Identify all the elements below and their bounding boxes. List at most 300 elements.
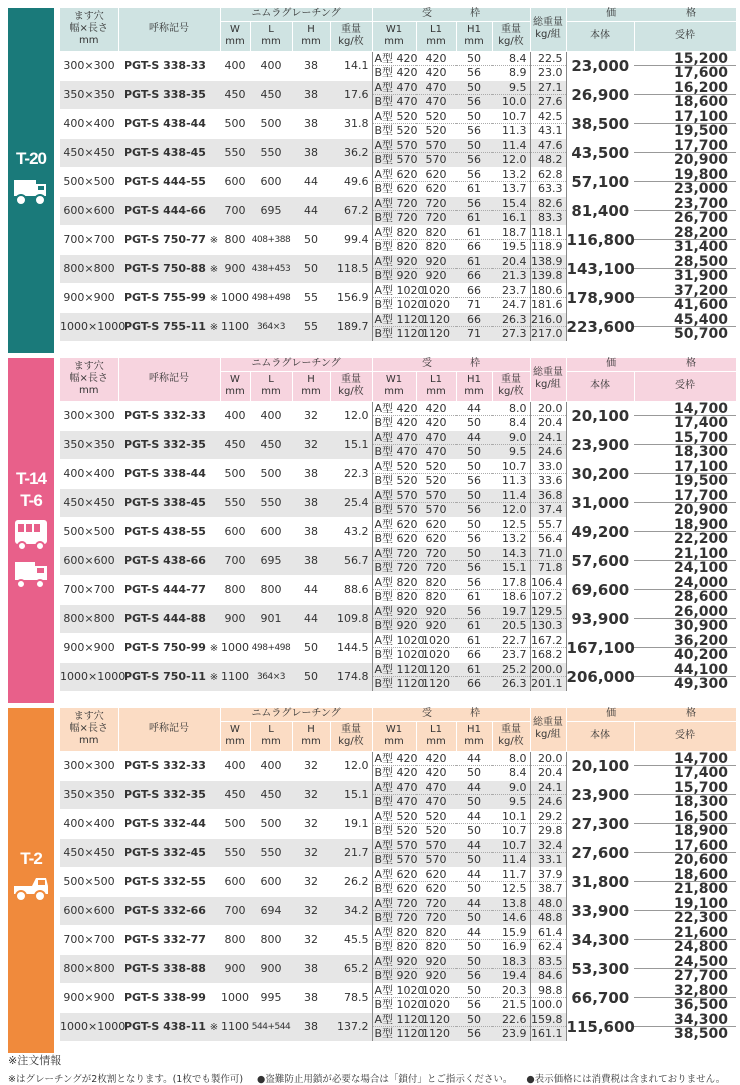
frame-price: 17,100 19,500 (634, 109, 736, 138)
frame-l1: 620 620 (416, 517, 456, 546)
frame-price: 14,700 17,400 (634, 401, 736, 430)
product-code: PGT-S 332-35 (118, 780, 220, 809)
total-weight: 24.1 24.6 (530, 780, 566, 809)
frame-l1: 520 520 (416, 459, 456, 488)
table-row (60, 51, 736, 80)
frame-price: 37,200 41,600 (634, 283, 736, 312)
frame-weight: 9.0 9.5 (492, 780, 530, 809)
frame-h1: 50 56 (456, 546, 492, 575)
grating-weight: 21.7 (330, 838, 372, 867)
header-weight: 重量 kg/枚 (330, 371, 372, 401)
frame-weight: 11.4 12.0 (492, 488, 530, 517)
spec-section-t-14-t-6 (0, 358, 740, 703)
frame-w1: A型 1020 B型 1020 (372, 633, 416, 662)
frame-weight: 22.7 23.7 (492, 633, 530, 662)
hole-size: 400×400 (60, 109, 118, 138)
load-class-label (8, 708, 54, 1053)
product-code: PGT-S 332-33 (118, 751, 220, 780)
grating-l: 498+498 (250, 633, 292, 662)
body-price: 31,000 (566, 488, 634, 517)
frame-weight: 23.7 24.7 (492, 283, 530, 312)
grating-weight: 31.8 (330, 109, 372, 138)
grating-w: 700 (220, 896, 250, 925)
load-class-text: T-6 (20, 491, 42, 510)
grating-h: 38 (292, 517, 330, 546)
frame-weight: 8.0 8.4 (492, 751, 530, 780)
header-frame-price: 受枠 (634, 21, 736, 51)
frame-weight: 11.7 12.5 (492, 867, 530, 896)
body-price: 49,200 (566, 517, 634, 546)
total-weight: 24.1 24.6 (530, 430, 566, 459)
total-weight: 55.7 56.4 (530, 517, 566, 546)
body-price: 115,600 (566, 1012, 634, 1041)
grating-w: 400 (220, 751, 250, 780)
hole-size: 600×600 (60, 196, 118, 225)
grating-weight: 65.2 (330, 954, 372, 983)
header-body: 本体 (566, 371, 634, 401)
frame-w1: A型 820 B型 820 (372, 575, 416, 604)
table-row (60, 283, 736, 312)
frame-l1: 920 920 (416, 604, 456, 633)
frame-h1: 66 71 (456, 283, 492, 312)
body-price: 178,900 (566, 283, 634, 312)
body-price: 57,100 (566, 167, 634, 196)
header-h1: H1 mm (456, 371, 492, 401)
grating-weight: 14.1 (330, 51, 372, 80)
total-weight: 82.6 83.3 (530, 196, 566, 225)
frame-price: 15,700 18,300 (634, 780, 736, 809)
frame-weight: 25.2 26.3 (492, 662, 530, 691)
header-frame-weight: 重量 kg/枚 (492, 21, 530, 51)
frame-l1: 1120 1120 (416, 312, 456, 341)
header-w1: W1 mm (372, 721, 416, 751)
header-w: W mm (220, 21, 250, 51)
header-grating: ニムラグレーチング (220, 358, 372, 371)
hole-size: 500×500 (60, 867, 118, 896)
product-code: PGT-S 755-11 ※ (118, 312, 220, 341)
hole-size: 300×300 (60, 51, 118, 80)
grating-l: 600 (250, 167, 292, 196)
frame-price: 34,300 38,500 (634, 1012, 736, 1041)
grating-h: 55 (292, 283, 330, 312)
grating-weight: 67.2 (330, 196, 372, 225)
grating-h: 38 (292, 80, 330, 109)
frame-h1: 50 56 (456, 517, 492, 546)
frame-h1: 44 50 (456, 925, 492, 954)
body-price: 30,200 (566, 459, 634, 488)
total-weight: 27.1 27.6 (530, 80, 566, 109)
grating-weight: 15.1 (330, 430, 372, 459)
body-price: 20,100 (566, 401, 634, 430)
grating-w: 900 (220, 604, 250, 633)
frame-h1: 50 56 (456, 954, 492, 983)
frame-w1: A型 520 B型 520 (372, 459, 416, 488)
grating-weight: 26.2 (330, 867, 372, 896)
frame-l1: 1120 1120 (416, 662, 456, 691)
header-code: 呼称記号 (118, 708, 220, 751)
hole-size: 450×450 (60, 838, 118, 867)
grating-w: 600 (220, 517, 250, 546)
grating-w: 800 (220, 925, 250, 954)
body-price: 206,000 (566, 662, 634, 691)
product-code: PGT-S 438-45 (118, 138, 220, 167)
hole-size: 1000×1000 (60, 1012, 118, 1041)
grating-l: 544+544 (250, 1012, 292, 1041)
grating-weight: 189.7 (330, 312, 372, 341)
table-row (60, 196, 736, 225)
table-row (60, 430, 736, 459)
grating-l: 450 (250, 780, 292, 809)
grating-w: 900 (220, 954, 250, 983)
hole-size: 600×600 (60, 896, 118, 925)
grating-h: 38 (292, 1012, 330, 1041)
grating-l: 500 (250, 809, 292, 838)
grating-l: 995 (250, 983, 292, 1012)
total-weight: 106.4 107.2 (530, 575, 566, 604)
frame-price: 15,200 17,600 (634, 51, 736, 80)
hole-size: 700×700 (60, 925, 118, 954)
hole-size: 350×350 (60, 430, 118, 459)
body-price: 116,800 (566, 225, 634, 254)
frame-h1: 44 50 (456, 751, 492, 780)
frame-weight: 13.8 14.6 (492, 896, 530, 925)
grating-h: 50 (292, 662, 330, 691)
hole-size: 900×900 (60, 633, 118, 662)
table-row (60, 809, 736, 838)
load-class-text: T-14 (15, 469, 47, 488)
grating-weight: 12.0 (330, 751, 372, 780)
frame-weight: 19.7 20.5 (492, 604, 530, 633)
frame-price: 17,700 20,900 (634, 138, 736, 167)
frame-w1: A型 420 B型 420 (372, 751, 416, 780)
frame-w1: A型 570 B型 570 (372, 488, 416, 517)
frame-l1: 470 470 (416, 430, 456, 459)
frame-price: 21,100 24,100 (634, 546, 736, 575)
product-code: PGT-S 332-44 (118, 809, 220, 838)
body-price: 20,100 (566, 751, 634, 780)
hole-size: 300×300 (60, 401, 118, 430)
body-price: 167,100 (566, 633, 634, 662)
grating-l: 438+453 (250, 254, 292, 283)
header-frame: 受 枠 (372, 8, 530, 21)
frame-w1: A型 920 B型 920 (372, 604, 416, 633)
grating-weight: 17.6 (330, 80, 372, 109)
grating-l: 694 (250, 896, 292, 925)
frame-l1: 1020 1020 (416, 983, 456, 1012)
frame-price: 19,800 23,000 (634, 167, 736, 196)
frame-weight: 10.7 11.4 (492, 838, 530, 867)
frame-price: 44,100 49,300 (634, 662, 736, 691)
header-w: W mm (220, 721, 250, 751)
frame-h1: 44 50 (456, 867, 492, 896)
product-code: PGT-S 332-45 (118, 838, 220, 867)
grating-weight: 25.4 (330, 488, 372, 517)
table-row (60, 517, 736, 546)
grating-w: 450 (220, 780, 250, 809)
frame-weight: 11.4 12.0 (492, 138, 530, 167)
frame-h1: 61 66 (456, 225, 492, 254)
hole-size: 1000×1000 (60, 312, 118, 341)
table-row (60, 983, 736, 1012)
frame-h1: 50 56 (456, 1012, 492, 1041)
frame-price: 17,600 20,600 (634, 838, 736, 867)
frame-weight: 9.5 10.0 (492, 80, 530, 109)
product-code: PGT-S 750-88 ※ (118, 254, 220, 283)
table-row (60, 225, 736, 254)
frame-weight: 8.0 8.4 (492, 401, 530, 430)
frame-h1: 50 56 (456, 51, 492, 80)
frame-price: 32,800 36,500 (634, 983, 736, 1012)
hole-size: 450×450 (60, 138, 118, 167)
grating-weight: 45.5 (330, 925, 372, 954)
product-code: PGT-S 750-99 ※ (118, 633, 220, 662)
total-weight: 216.0 217.0 (530, 312, 566, 341)
body-price: 143,100 (566, 254, 634, 283)
frame-weight: 10.7 11.3 (492, 109, 530, 138)
footer-note: ●表示価格には消費税は含まれておりません。 (526, 1074, 726, 1085)
product-code: PGT-S 444-55 (118, 167, 220, 196)
footer-note: ※はグレーチングが2枚割となります。(1枚でも製作可) (8, 1074, 244, 1085)
grating-h: 38 (292, 983, 330, 1012)
grating-l: 550 (250, 838, 292, 867)
total-weight: 83.5 84.6 (530, 954, 566, 983)
load-class-text: T-2 (20, 849, 42, 868)
hole-size: 800×800 (60, 254, 118, 283)
product-code: PGT-S 332-66 (118, 896, 220, 925)
frame-h1: 44 50 (456, 809, 492, 838)
product-code: PGT-S 438-66 (118, 546, 220, 575)
frame-weight: 18.7 19.5 (492, 225, 530, 254)
frame-l1: 820 820 (416, 225, 456, 254)
header-l1: L1 mm (416, 721, 456, 751)
frame-l1: 470 470 (416, 80, 456, 109)
header-frame-weight: 重量 kg/枚 (492, 721, 530, 751)
total-weight: 32.4 33.1 (530, 838, 566, 867)
frame-l1: 720 720 (416, 546, 456, 575)
header-body: 本体 (566, 721, 634, 751)
body-price: 69,600 (566, 575, 634, 604)
frame-weight: 10.1 10.7 (492, 809, 530, 838)
grating-h: 32 (292, 751, 330, 780)
frame-h1: 56 61 (456, 167, 492, 196)
grating-weight: 109.8 (330, 604, 372, 633)
grating-w: 500 (220, 809, 250, 838)
table-row (60, 633, 736, 662)
frame-l1: 470 470 (416, 780, 456, 809)
grating-h: 32 (292, 896, 330, 925)
grating-l: 800 (250, 925, 292, 954)
product-code: PGT-S 750-11 ※ (118, 662, 220, 691)
frame-weight: 9.0 9.5 (492, 430, 530, 459)
frame-price: 17,100 19,500 (634, 459, 736, 488)
table-row (60, 254, 736, 283)
header-frame: 受 枠 (372, 358, 530, 371)
total-weight: 22.5 23.0 (530, 51, 566, 80)
grating-w: 1100 (220, 662, 250, 691)
body-price: 26,900 (566, 80, 634, 109)
grating-weight: 78.5 (330, 983, 372, 1012)
frame-weight: 13.2 13.7 (492, 167, 530, 196)
table-row (60, 138, 736, 167)
frame-w1: A型 720 B型 720 (372, 896, 416, 925)
product-code: PGT-S 444-77 (118, 575, 220, 604)
total-weight: 37.9 38.7 (530, 867, 566, 896)
body-price: 34,300 (566, 925, 634, 954)
frame-h1: 50 56 (456, 488, 492, 517)
hole-size: 500×500 (60, 167, 118, 196)
grating-l: 364×3 (250, 312, 292, 341)
grating-w: 800 (220, 225, 250, 254)
frame-h1: 61 66 (456, 254, 492, 283)
frame-price: 19,100 22,300 (634, 896, 736, 925)
frame-l1: 520 520 (416, 109, 456, 138)
grating-h: 38 (292, 488, 330, 517)
table-row (60, 751, 736, 780)
grating-w: 400 (220, 401, 250, 430)
hole-size: 700×700 (60, 575, 118, 604)
grating-l: 800 (250, 575, 292, 604)
frame-weight: 15.4 16.1 (492, 196, 530, 225)
grating-weight: 49.6 (330, 167, 372, 196)
grating-w: 1100 (220, 312, 250, 341)
grating-l: 400 (250, 51, 292, 80)
grating-weight: 174.8 (330, 662, 372, 691)
product-code: PGT-S 338-99 (118, 983, 220, 1012)
table-row (60, 954, 736, 983)
grating-weight: 118.5 (330, 254, 372, 283)
hole-size: 800×800 (60, 604, 118, 633)
grating-h: 38 (292, 546, 330, 575)
grating-h: 38 (292, 954, 330, 983)
body-price: 53,300 (566, 954, 634, 983)
frame-price: 14,700 17,400 (634, 751, 736, 780)
grating-l: 400 (250, 751, 292, 780)
grating-w: 900 (220, 254, 250, 283)
frame-weight: 26.3 27.3 (492, 312, 530, 341)
frame-w1: A型 1020 B型 1020 (372, 283, 416, 312)
hole-size: 900×900 (60, 283, 118, 312)
body-price: 81,400 (566, 196, 634, 225)
total-weight: 42.5 43.1 (530, 109, 566, 138)
table-row (60, 80, 736, 109)
grating-w: 700 (220, 196, 250, 225)
frame-price: 23,700 26,700 (634, 196, 736, 225)
frame-price: 24,500 27,700 (634, 954, 736, 983)
frame-l1: 420 420 (416, 751, 456, 780)
frame-weight: 20.3 21.5 (492, 983, 530, 1012)
hole-size: 500×500 (60, 517, 118, 546)
grating-l: 550 (250, 138, 292, 167)
frame-w1: A型 820 B型 820 (372, 925, 416, 954)
table-row (60, 838, 736, 867)
spec-section-t-20 (0, 8, 740, 353)
grating-l: 500 (250, 109, 292, 138)
grating-l: 450 (250, 430, 292, 459)
header-body: 本体 (566, 21, 634, 51)
total-weight: 98.8 100.0 (530, 983, 566, 1012)
frame-weight: 20.4 21.3 (492, 254, 530, 283)
grating-h: 32 (292, 780, 330, 809)
spec-section-t-2 (0, 708, 740, 1053)
frame-l1: 570 570 (416, 488, 456, 517)
product-code: PGT-S 332-77 (118, 925, 220, 954)
product-code: PGT-S 338-88 (118, 954, 220, 983)
grating-l: 901 (250, 604, 292, 633)
frame-price: 17,700 20,900 (634, 488, 736, 517)
body-price: 57,600 (566, 546, 634, 575)
grating-l: 695 (250, 546, 292, 575)
grating-weight: 156.9 (330, 283, 372, 312)
header-frame: 受 枠 (372, 708, 530, 721)
product-code: PGT-S 438-11 ※ (118, 1012, 220, 1041)
header-price: 価 格 (566, 708, 736, 721)
frame-w1: A型 1120 B型 1120 (372, 1012, 416, 1041)
body-price: 31,800 (566, 867, 634, 896)
frame-w1: A型 570 B型 570 (372, 838, 416, 867)
frame-w1: A型 420 B型 420 (372, 401, 416, 430)
grating-h: 38 (292, 138, 330, 167)
frame-l1: 1120 1120 (416, 1012, 456, 1041)
grating-l: 500 (250, 459, 292, 488)
frame-l1: 1020 1020 (416, 283, 456, 312)
product-code: PGT-S 338-45 (118, 488, 220, 517)
body-price: 38,500 (566, 109, 634, 138)
table-row (60, 780, 736, 809)
header-h: H mm (292, 721, 330, 751)
total-weight: 118.1 118.9 (530, 225, 566, 254)
frame-h1: 56 61 (456, 604, 492, 633)
frame-l1: 920 920 (416, 954, 456, 983)
header-l: L mm (250, 721, 292, 751)
hole-size: 600×600 (60, 546, 118, 575)
grating-w: 450 (220, 80, 250, 109)
frame-w1: A型 720 B型 720 (372, 546, 416, 575)
hole-size: 700×700 (60, 225, 118, 254)
table-row (60, 925, 736, 954)
frame-h1: 56 61 (456, 575, 492, 604)
total-weight: 20.0 20.4 (530, 751, 566, 780)
frame-weight: 14.3 15.1 (492, 546, 530, 575)
grating-w: 550 (220, 488, 250, 517)
frame-price: 16,200 18,600 (634, 80, 736, 109)
frame-w1: A型 470 B型 470 (372, 430, 416, 459)
grating-weight: 19.1 (330, 809, 372, 838)
header-total: 総重量 kg/組 (530, 8, 566, 51)
total-weight: 29.2 29.8 (530, 809, 566, 838)
frame-l1: 420 420 (416, 401, 456, 430)
spec-table (60, 8, 737, 341)
table-row (60, 604, 736, 633)
grating-weight: 43.2 (330, 517, 372, 546)
total-weight: 61.4 62.4 (530, 925, 566, 954)
hole-size: 350×350 (60, 80, 118, 109)
frame-h1: 61 66 (456, 662, 492, 691)
grating-l: 450 (250, 80, 292, 109)
frame-price: 21,600 24,800 (634, 925, 736, 954)
grating-w: 800 (220, 575, 250, 604)
grating-h: 44 (292, 604, 330, 633)
frame-w1: A型 620 B型 620 (372, 867, 416, 896)
grating-l: 400 (250, 401, 292, 430)
frame-weight: 12.5 13.2 (492, 517, 530, 546)
table-row (60, 867, 736, 896)
hole-size: 400×400 (60, 809, 118, 838)
frame-w1: A型 520 B型 520 (372, 809, 416, 838)
table-row (60, 488, 736, 517)
frame-price: 18,600 21,800 (634, 867, 736, 896)
frame-weight: 22.6 23.9 (492, 1012, 530, 1041)
header-w1: W1 mm (372, 21, 416, 51)
